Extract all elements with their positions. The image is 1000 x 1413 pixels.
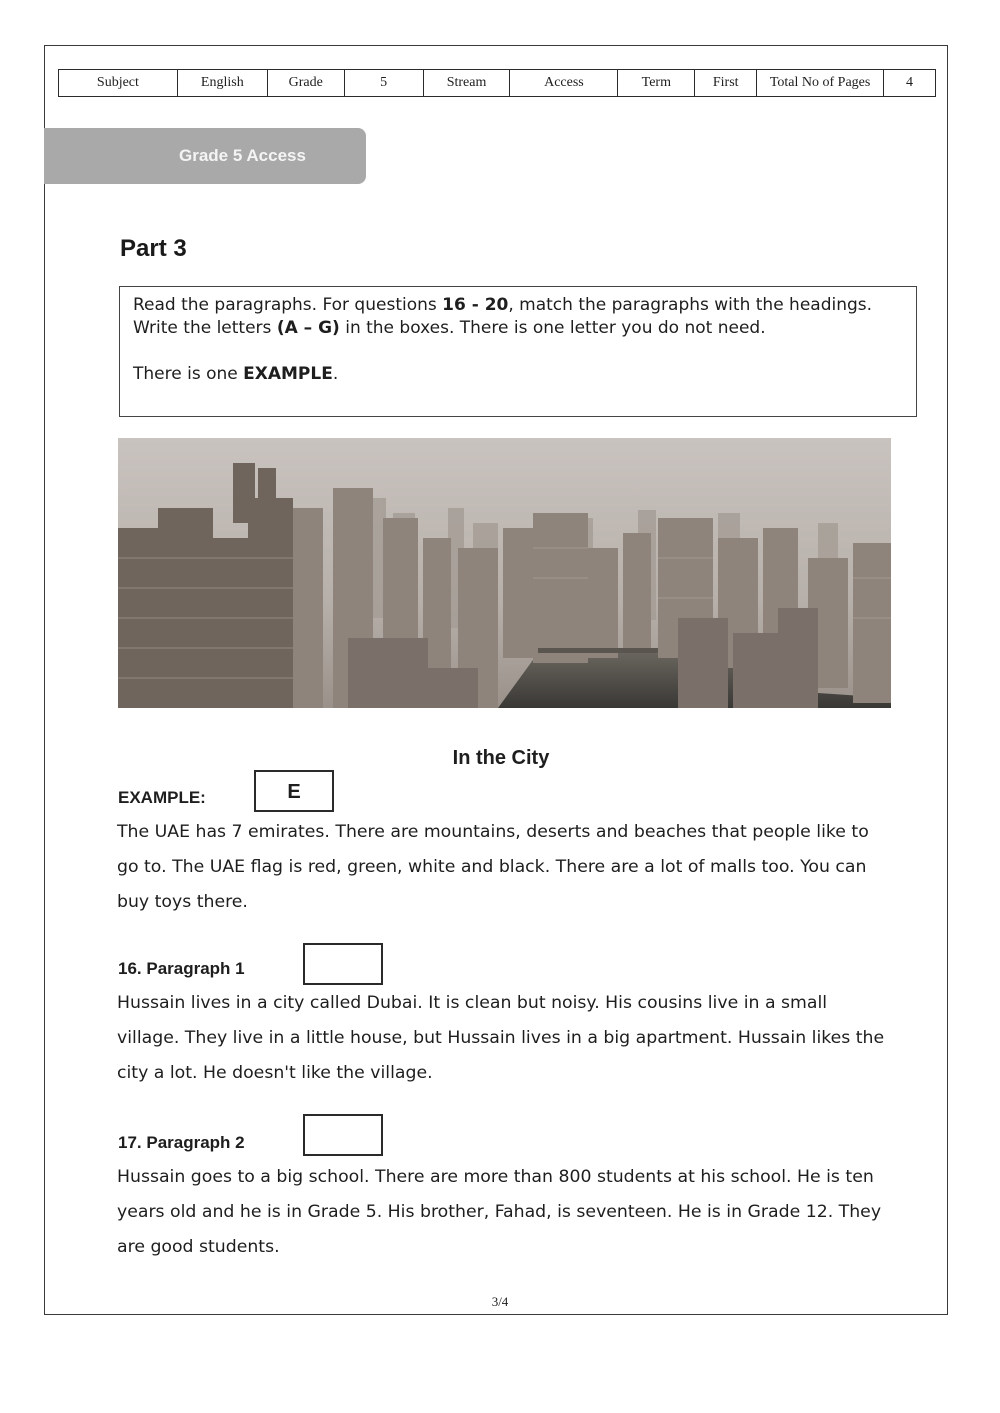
paragraph-2: Hussain goes to a big school. There are more than 800 students at his school. He is ten years old and he is in Grade 5. His brother, Fahad, is seventeen. He is in Grade 12. They are good students. (117, 1167, 882, 1257)
grade-value: 5 (344, 70, 423, 97)
instructions-text: Read the paragraphs. For questions 16 - 20, match the paragraphs with the headings. Write the letters (A – G) in the boxes. There is one letter you do not need. (133, 295, 873, 338)
question-17-label: 17. Paragraph 2 (118, 1133, 245, 1152)
example-note: There is one EXAMPLE. (133, 364, 339, 384)
paragraph-1: Hussain lives in a city called Dubai. It is clean but noisy. His cousins live in a small village. They live in a little house, but Hussain lives in a big apartment. Hussain likes the city a lot. He doesn't like the village. (117, 993, 885, 1083)
question-range: 16 - 20 (442, 295, 509, 315)
grade-label: Grade (267, 70, 344, 97)
banner-text: Grade 5 Access (179, 146, 306, 165)
section-title: In the City (452, 747, 550, 769)
example-paragraph: The UAE has 7 emirates. There are mountains, deserts and beaches that people like to go to. The UAE flag is red, green, white and black. There are a lot of malls too. You can buy toys there. (117, 822, 869, 912)
grade-banner (44, 128, 366, 184)
question-16-answer-box[interactable] (303, 943, 383, 985)
term-value: First (695, 70, 757, 97)
question-16-label: 16. Paragraph 1 (118, 959, 245, 978)
subject-value: English (177, 70, 267, 97)
term-label: Term (618, 70, 695, 97)
question-17-answer-box[interactable] (303, 1114, 383, 1156)
page-number: 3/4 (491, 1294, 509, 1309)
header-info-table (58, 69, 936, 97)
total-pages-value: 4 (884, 70, 936, 97)
letter-range: (A – G) (276, 318, 340, 338)
instructions-box (119, 286, 917, 417)
stream-value: Access (510, 70, 618, 97)
city-skyline-photo (118, 438, 891, 708)
stream-label: Stream (423, 70, 510, 97)
example-answer-box: E (254, 770, 334, 812)
part-title: Part 3 (120, 235, 187, 262)
subject-label: Subject (59, 70, 178, 97)
example-label: EXAMPLE: (118, 788, 206, 807)
total-pages-label: Total No of Pages (757, 70, 884, 97)
